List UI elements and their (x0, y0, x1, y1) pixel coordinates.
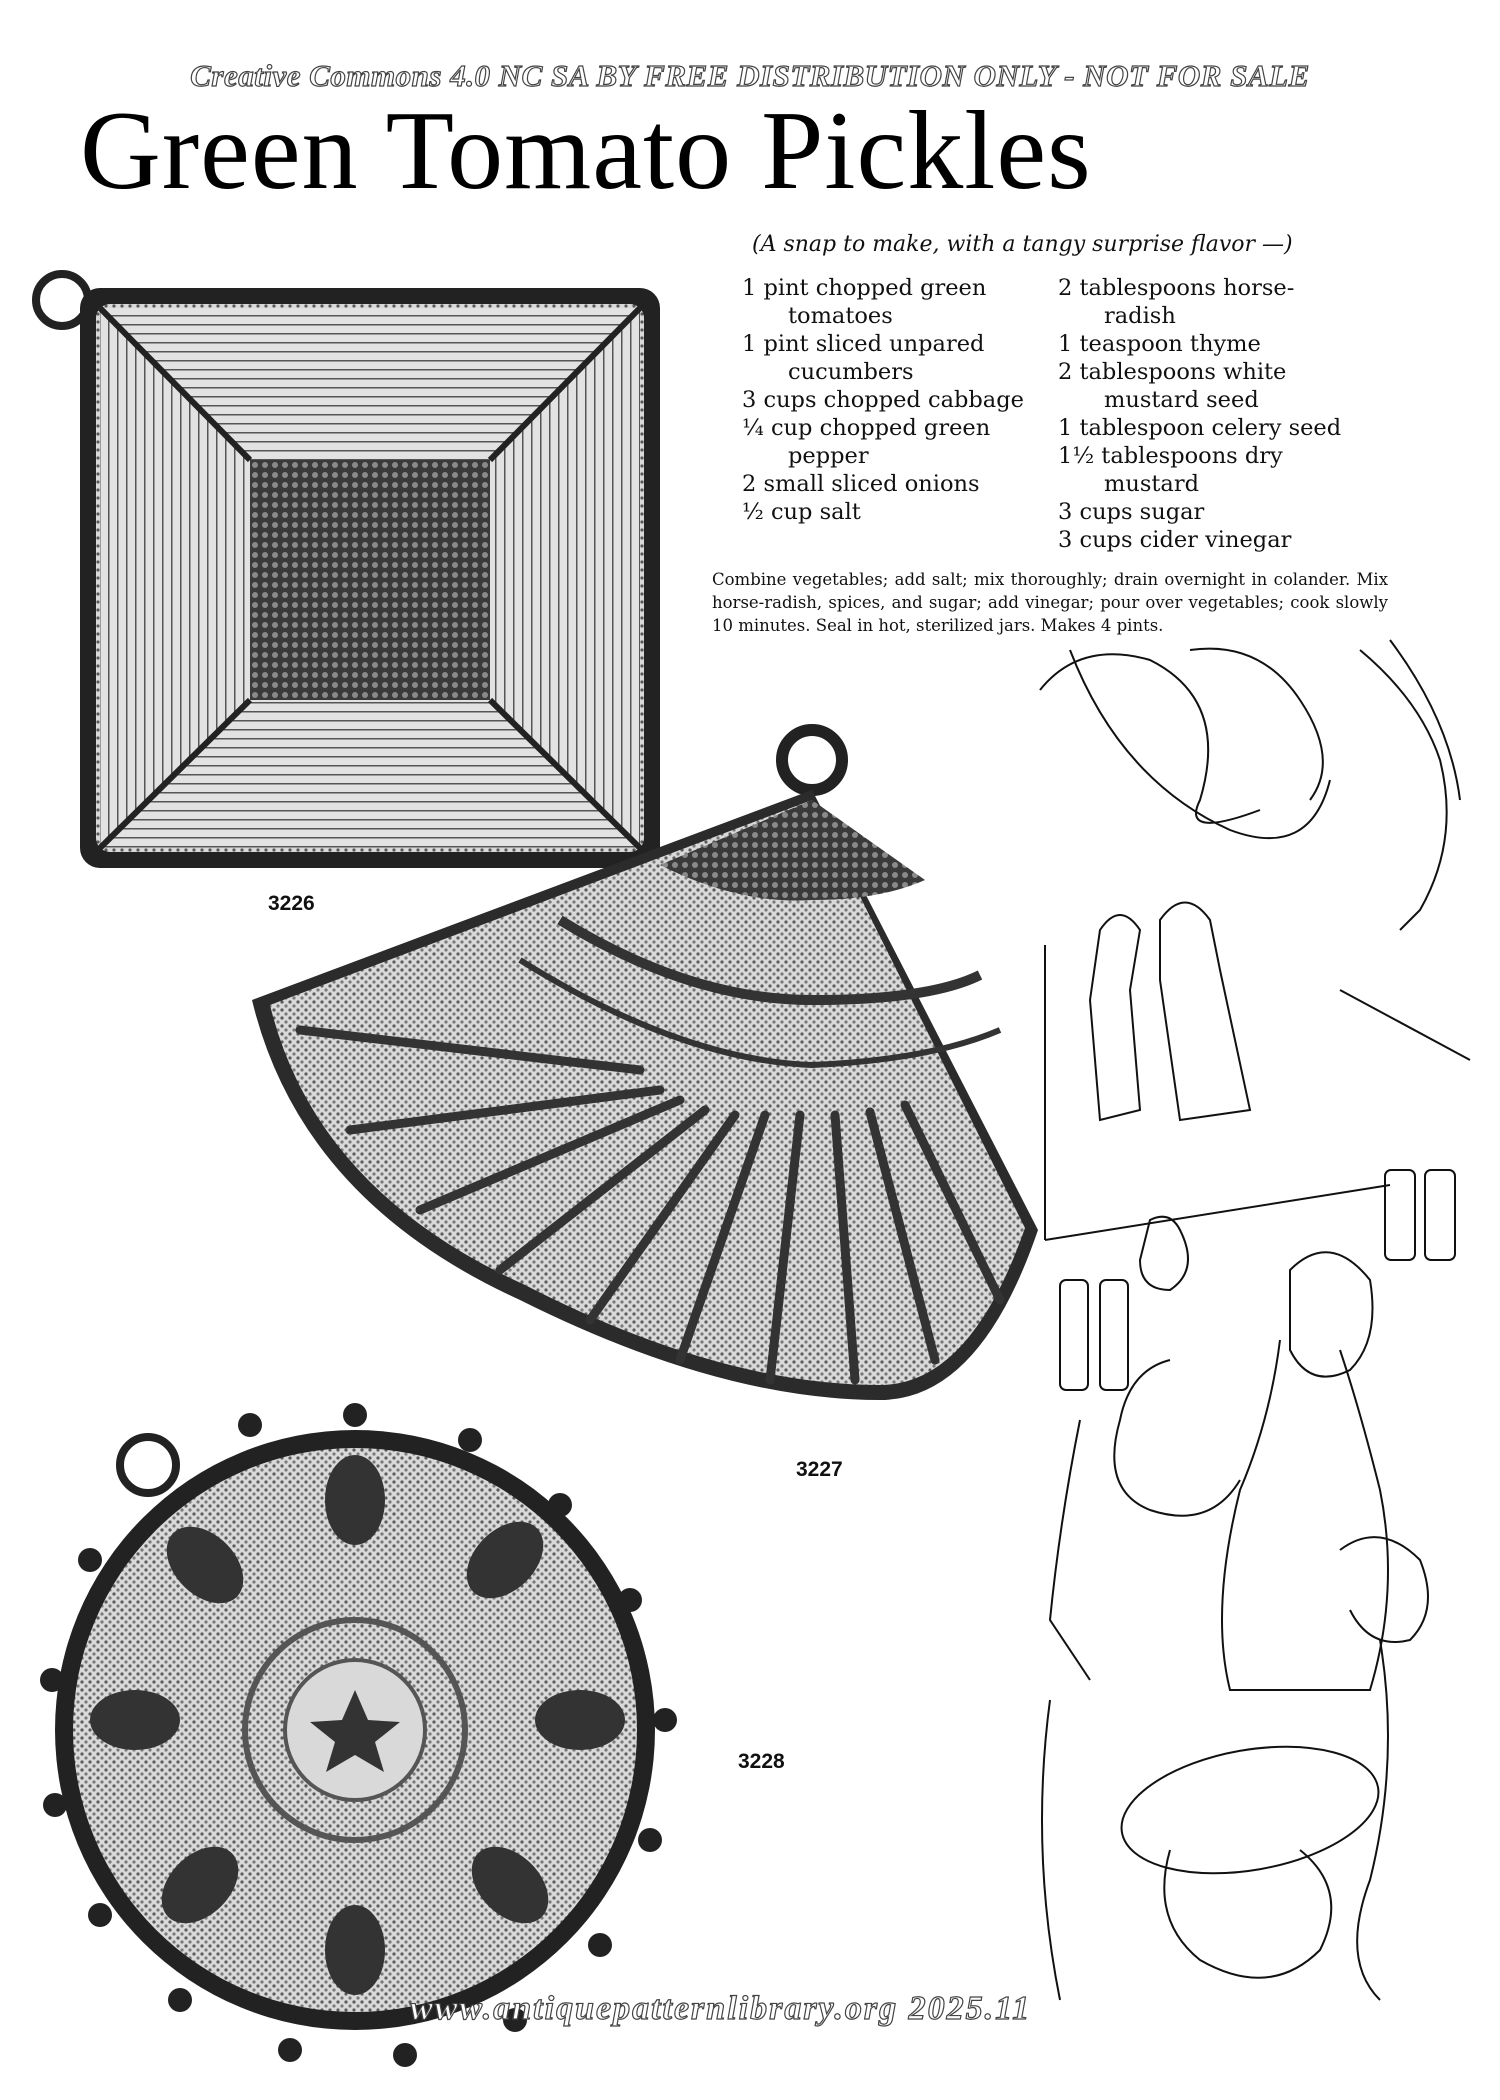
ingredient-line: 3 cups sugar (1058, 499, 1205, 525)
ingredient-line: mustard seed (1104, 387, 1259, 413)
ingredient-line: tomatoes (788, 303, 893, 329)
pattern-number-fan: 3227 (796, 1458, 843, 1481)
page-title: Green Tomato Pickles (80, 89, 1092, 213)
ingredient-line: 2 small sliced onions (742, 471, 980, 497)
ingredient-line: cucumbers (788, 359, 914, 385)
shoppers-line-drawing (1040, 640, 1470, 2000)
ingredient-line: 1 teaspoon thyme (1058, 331, 1261, 357)
ingredient-line: mustard (1104, 471, 1199, 497)
ingredient-line: 1 pint sliced unpared (742, 331, 985, 357)
recipe-method: Combine vegetables; add salt; mix thoroughly; drain overnight in colander. Mix horse-radish, spices, and sugar; add vinegar; pour over vegetables; cook slowly 10 minutes. Seal in hot, sterilized jars. Makes 4 pints. (712, 570, 1388, 635)
ingredients-column-left (742, 274, 1024, 526)
pattern-number-square: 3226 (268, 892, 315, 915)
ingredient-line: 2 tablespoons horse- (1058, 275, 1295, 301)
recipe-subtitle: (A snap to make, with a tangy surprise flavor —) (752, 232, 1293, 257)
ingredient-line: 1½ tablespoons dry (1058, 443, 1283, 469)
ingredient-line: ¼ cup chopped green (742, 415, 991, 441)
ingredient-line: 3 cups chopped cabbage (742, 387, 1024, 413)
ingredient-line: 1 pint chopped green (742, 275, 987, 301)
license-watermark: Creative Commons 4.0 NC SA BY FREE DISTRIBUTION ONLY - NOT FOR SALE (190, 58, 1310, 93)
ingredient-line: radish (1104, 303, 1176, 329)
site-watermark: www.antiquepatternlibrary.org 2025.11 (410, 1990, 1032, 2027)
ingredient-line: 1 tablespoon celery seed (1058, 415, 1342, 441)
square-potholder-photo (36, 274, 660, 868)
ingredient-line: 3 cups cider vinegar (1058, 527, 1292, 553)
pattern-number-round: 3228 (738, 1750, 785, 1773)
ingredient-line: pepper (788, 443, 869, 469)
ingredients-column-right (1058, 274, 1341, 554)
ingredient-line: 2 tablespoons white (1058, 359, 1287, 385)
ingredient-line: ½ cup salt (742, 499, 861, 525)
round-potholder-photo (40, 1403, 677, 2067)
